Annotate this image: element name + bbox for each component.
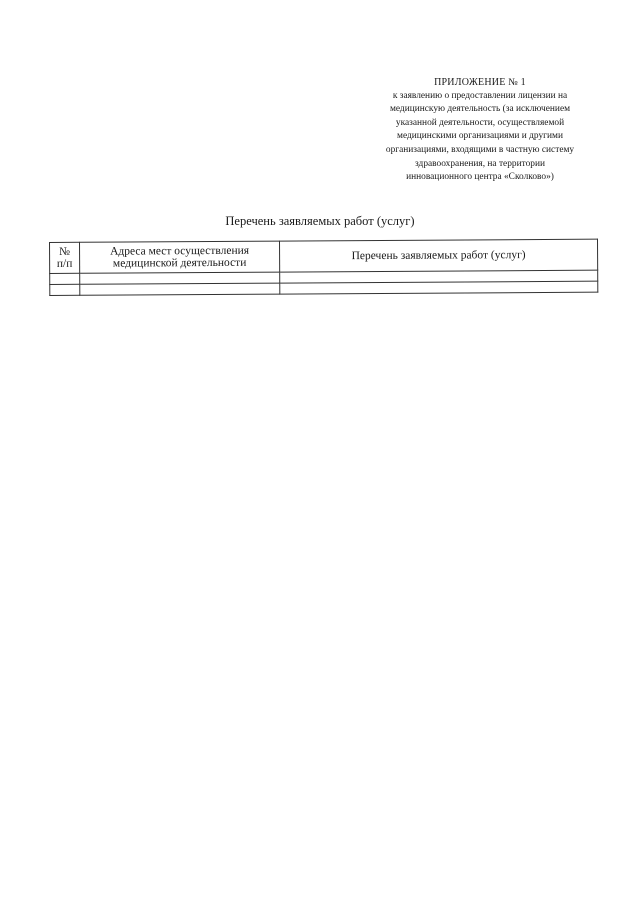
table-cell[interactable] xyxy=(50,273,80,284)
appendix-line: здравоохранения, на территории xyxy=(415,158,545,169)
header-number-line1: № xyxy=(59,245,71,258)
table-cell[interactable] xyxy=(80,283,280,295)
works-table xyxy=(49,239,598,296)
header-address-line2: медицинской деятельности xyxy=(112,256,247,270)
appendix-line: медицинскую деятельность (за исключением xyxy=(389,104,571,115)
column-header-number xyxy=(50,242,80,273)
table-cell[interactable] xyxy=(50,284,80,295)
column-header-works: Перечень заявляемых работ (услуг) xyxy=(279,239,597,272)
appendix-line: медицинскими организациями и другими xyxy=(397,131,563,142)
appendix-heading: ПРИЛОЖЕНИЕ № 1 xyxy=(434,77,526,88)
header-number-line2: п/п xyxy=(56,257,73,270)
appendix-line: к заявлению о предоставлении лицензии на xyxy=(392,90,568,101)
document-title: Перечень заявляемых работ (услуг) xyxy=(225,214,415,228)
table-cell[interactable] xyxy=(280,281,598,294)
table-header-row xyxy=(50,239,598,273)
table-row xyxy=(50,281,598,295)
appendix-line: инновационного центра «Сколково») xyxy=(406,172,554,183)
column-header-address xyxy=(80,241,280,273)
appendix-line: организациями, входящими в частную систему xyxy=(385,144,575,155)
header-address-line1: Адреса мест осуществления xyxy=(110,244,250,258)
appendix-line: указанной деятельности, осуществляемой xyxy=(395,117,565,128)
appendix-block xyxy=(360,76,600,185)
